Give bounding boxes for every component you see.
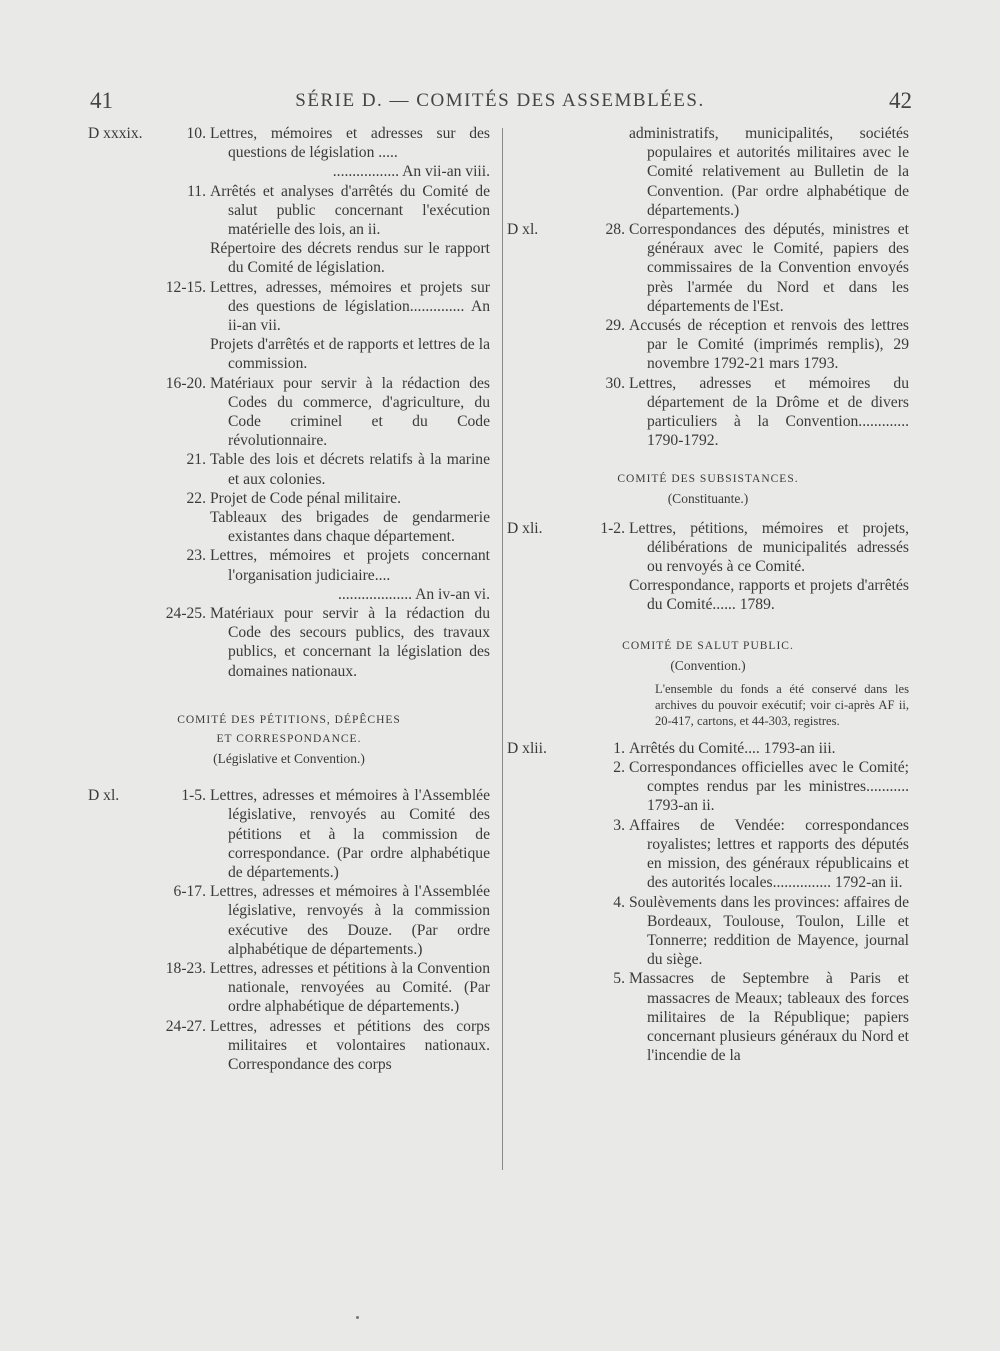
entry-description <box>210 124 490 182</box>
catalog-entry <box>507 969 909 1065</box>
entry-text: Correspondances officielles avec le Comité; comptes rendus par les ministres........... 1793-an ii. <box>629 759 909 815</box>
catalog-entry <box>88 374 490 451</box>
entry-text: Matériaux pour servir à la rédaction du Code des secours publics, des travaux publics, et concernant la législation des domaines nationaux. <box>210 605 490 680</box>
item-number: 18-23. <box>165 959 206 977</box>
catalog-entry <box>507 519 909 615</box>
item-number: 3. <box>613 816 625 834</box>
left-column <box>88 124 490 1074</box>
entry-text: Arrêtés du Comité.... 1793-an iii. <box>629 739 836 757</box>
entry-text: Arrêtés et analyses d'arrêtés du Comité de salut public concernant l'exécution matérielle des lois, an ii. <box>210 182 490 239</box>
entry-text: Projet de Code pénal militaire. <box>210 489 401 507</box>
series-code: D xxxix. <box>88 125 143 142</box>
entry-text: Matériaux pour servir à la rédaction des Codes du commerce, d'agriculture, du Code criminel et du Code révolutionnaire. <box>210 374 490 450</box>
entry-text: Affaires de Vendée: correspondances royalistes; lettres et rapports des députés en mission, des généraux républicains et des autorités locales............... 1792-an ii. <box>629 816 909 892</box>
entry-description <box>210 182 490 278</box>
catalog-entry <box>88 546 490 604</box>
entry-text: Correspondance, rapports et projets d'arrêtés du Comité...... 1789. <box>629 577 909 614</box>
entry-text: Lettres, pétitions, mémoires et projets, délibérations de municipalités adressés ou renvoyés à ce Comité. <box>629 519 909 576</box>
entry-text: Lettres, adresses et mémoires à l'Assemblée législative, renvoyés au Comité des pétitions et à la commission de correspondance. (Par ordre alphabétique de départements.) <box>210 787 490 881</box>
entry-text: Correspondances des députés, ministres et généraux avec le Comité, papiers des commissaires de la Convention envoyés près l'armée du Nord et dans les départements de l'Est. <box>629 221 909 315</box>
catalog-entry <box>88 278 490 374</box>
item-number: 4. <box>613 893 625 911</box>
entry-description <box>210 1017 490 1075</box>
section-subtitle: (Constituante.) <box>667 491 749 507</box>
series-code: D xl. <box>507 221 539 239</box>
item-number: 21. <box>186 451 206 469</box>
entry-text: Table des lois et décrets relatifs à la marine et aux colonies. <box>210 451 490 488</box>
catalog-entry <box>507 739 909 758</box>
item-number: 28. <box>605 221 625 239</box>
section-title: COMITÉ DES PÉTITIONS, DÉPÊCHES <box>177 713 401 726</box>
item-number: 6-17. <box>173 883 206 901</box>
right-column <box>507 124 909 1065</box>
entry-description <box>629 374 909 451</box>
entry-description <box>210 882 490 959</box>
section-heading <box>507 470 909 508</box>
entry-description <box>629 316 909 374</box>
section-title: ET CORRESPONDANCE. <box>216 732 362 745</box>
entry-text: Massacres de Septembre à Paris et massacres de Meaux; tableaux des forces militaires de la République; papiers concernant plusieurs généraux du Nord et l'incendie de la <box>629 970 909 1065</box>
entry-description <box>210 959 490 1017</box>
continuation-text <box>629 124 909 220</box>
item-number: 16-20. <box>165 374 206 392</box>
item-number: 23. <box>186 547 206 565</box>
section-subtitle: (Législative et Convention.) <box>213 750 365 766</box>
entry-text: Lettres, mémoires et adresses sur des questions de législation ..... <box>210 125 490 162</box>
catalog-entry <box>88 786 490 882</box>
series-code: D xli. <box>507 519 543 537</box>
catalog-entry <box>507 220 909 316</box>
entry-description <box>210 278 490 374</box>
page-mark <box>356 1316 359 1319</box>
item-number: 10. <box>186 125 206 142</box>
catalog-entry <box>88 489 490 547</box>
section-title: COMITÉ DES SUBSISTANCES. <box>617 473 799 486</box>
section-note <box>507 681 909 729</box>
section-heading <box>507 637 909 675</box>
item-number: 24-25. <box>165 605 206 623</box>
entry-date: ................... An iv-an vi. <box>337 585 490 603</box>
catalog-entry <box>507 374 909 451</box>
entry-description <box>210 604 490 681</box>
catalog-entry <box>88 1017 490 1075</box>
catalog-entry <box>507 758 909 816</box>
entry-text: administratifs, municipalités, sociétés populaires et autorités militaires avec le Comité relativement au Bulletin de la Convention. (Par ordre alphabétique de départements.) <box>629 125 909 219</box>
entry-text: Tableaux des brigades de gendarmerie existantes dans chaque département. <box>210 509 490 546</box>
catalog-entry <box>88 604 490 681</box>
entry-description <box>629 519 909 615</box>
entry-description <box>210 374 490 451</box>
item-number: 11. <box>187 182 206 200</box>
entry-description <box>629 220 909 316</box>
entry-description <box>629 893 909 970</box>
column-divider <box>502 128 503 1170</box>
series-code: D xl. <box>88 787 120 805</box>
series-code: D xlii. <box>507 739 547 757</box>
entry-text: Lettres, mémoires et projets concernant l'organisation judiciaire.... <box>210 547 490 584</box>
catalog-entry <box>507 816 909 893</box>
item-number: 5. <box>613 970 625 988</box>
entry-description <box>210 546 490 604</box>
entry-text: Lettres, adresses et mémoires du département de la Drôme et de divers particuliers à la Convention............. 1790-1792. <box>629 374 909 450</box>
running-title: SÉRIE D. — COMITÉS DES ASSEMBLÉES. <box>295 90 705 111</box>
entry-text: Soulèvements dans les provinces: affaires de Bordeaux, Toulouse, Toulon, Lille et Tonnerre; reddition de Mayence, journal du siège. <box>629 893 909 969</box>
catalog-entry <box>507 316 909 374</box>
entry-text: Lettres, adresses et pétitions des corps militaires et volontaires nationaux. Correspondance des corps <box>210 1017 490 1073</box>
item-number: 29. <box>605 317 625 335</box>
catalog-entry <box>88 450 490 488</box>
catalog-entry <box>88 959 490 1017</box>
entry-text: Projets d'arrêtés et de rapports et lettres de la commission. <box>210 336 490 373</box>
item-number: 1-5. <box>181 787 206 805</box>
item-number: 12-15. <box>165 278 206 296</box>
entry-text: Lettres, adresses et pétitions à la Convention nationale, renvoyées au Comité. (Par ordre alphabétique de départements.) <box>210 959 490 1016</box>
entry-description <box>629 816 909 893</box>
catalog-entry <box>507 893 909 970</box>
entry-text: Accusés de réception et renvois des lettres par le Comité (imprimés remplis), 29 novembre 1792-21 mars 1793. <box>629 317 909 373</box>
page-number-right: 42 <box>889 88 912 113</box>
item-number: 22. <box>186 489 206 507</box>
item-number: 24-27. <box>165 1017 206 1035</box>
item-number: 1-2. <box>600 519 625 537</box>
catalog-entry <box>88 182 490 278</box>
section-subtitle: (Convention.) <box>670 657 746 673</box>
entry-description <box>629 758 909 816</box>
catalog-entry <box>88 882 490 959</box>
entry-description <box>210 489 490 547</box>
page-number-left: 41 <box>90 88 113 113</box>
section-title: COMITÉ DE SALUT PUBLIC. <box>622 639 794 652</box>
section-heading <box>88 711 490 768</box>
entry-text: Répertoire des décrets rendus sur le rapport du Comité de législation. <box>210 240 490 277</box>
catalog-entry <box>88 124 490 182</box>
item-number: 2. <box>613 759 625 777</box>
note-text: L'ensemble du fonds a été conservé dans les archives du pouvoir exécutif; voir ci-après AF ii, 20-417, cartons, et 44-303, registres. <box>655 681 909 728</box>
entry-description <box>629 739 909 758</box>
entry-text: Lettres, adresses et mémoires à l'Assemblée législative, renvoyés à la commission exécutive des Douze. (Par ordre alphabétique de départements.) <box>210 883 490 958</box>
entry-description <box>210 786 490 882</box>
entry-date: ................. An vii-an viii. <box>332 163 490 181</box>
item-number: 30. <box>605 374 625 392</box>
entry-description <box>210 450 490 488</box>
entry-description <box>629 969 909 1065</box>
item-number: 1. <box>613 739 625 757</box>
entry-text: Lettres, adresses, mémoires et projets sur des questions de législation.............. An ii-an vii. <box>210 278 490 335</box>
